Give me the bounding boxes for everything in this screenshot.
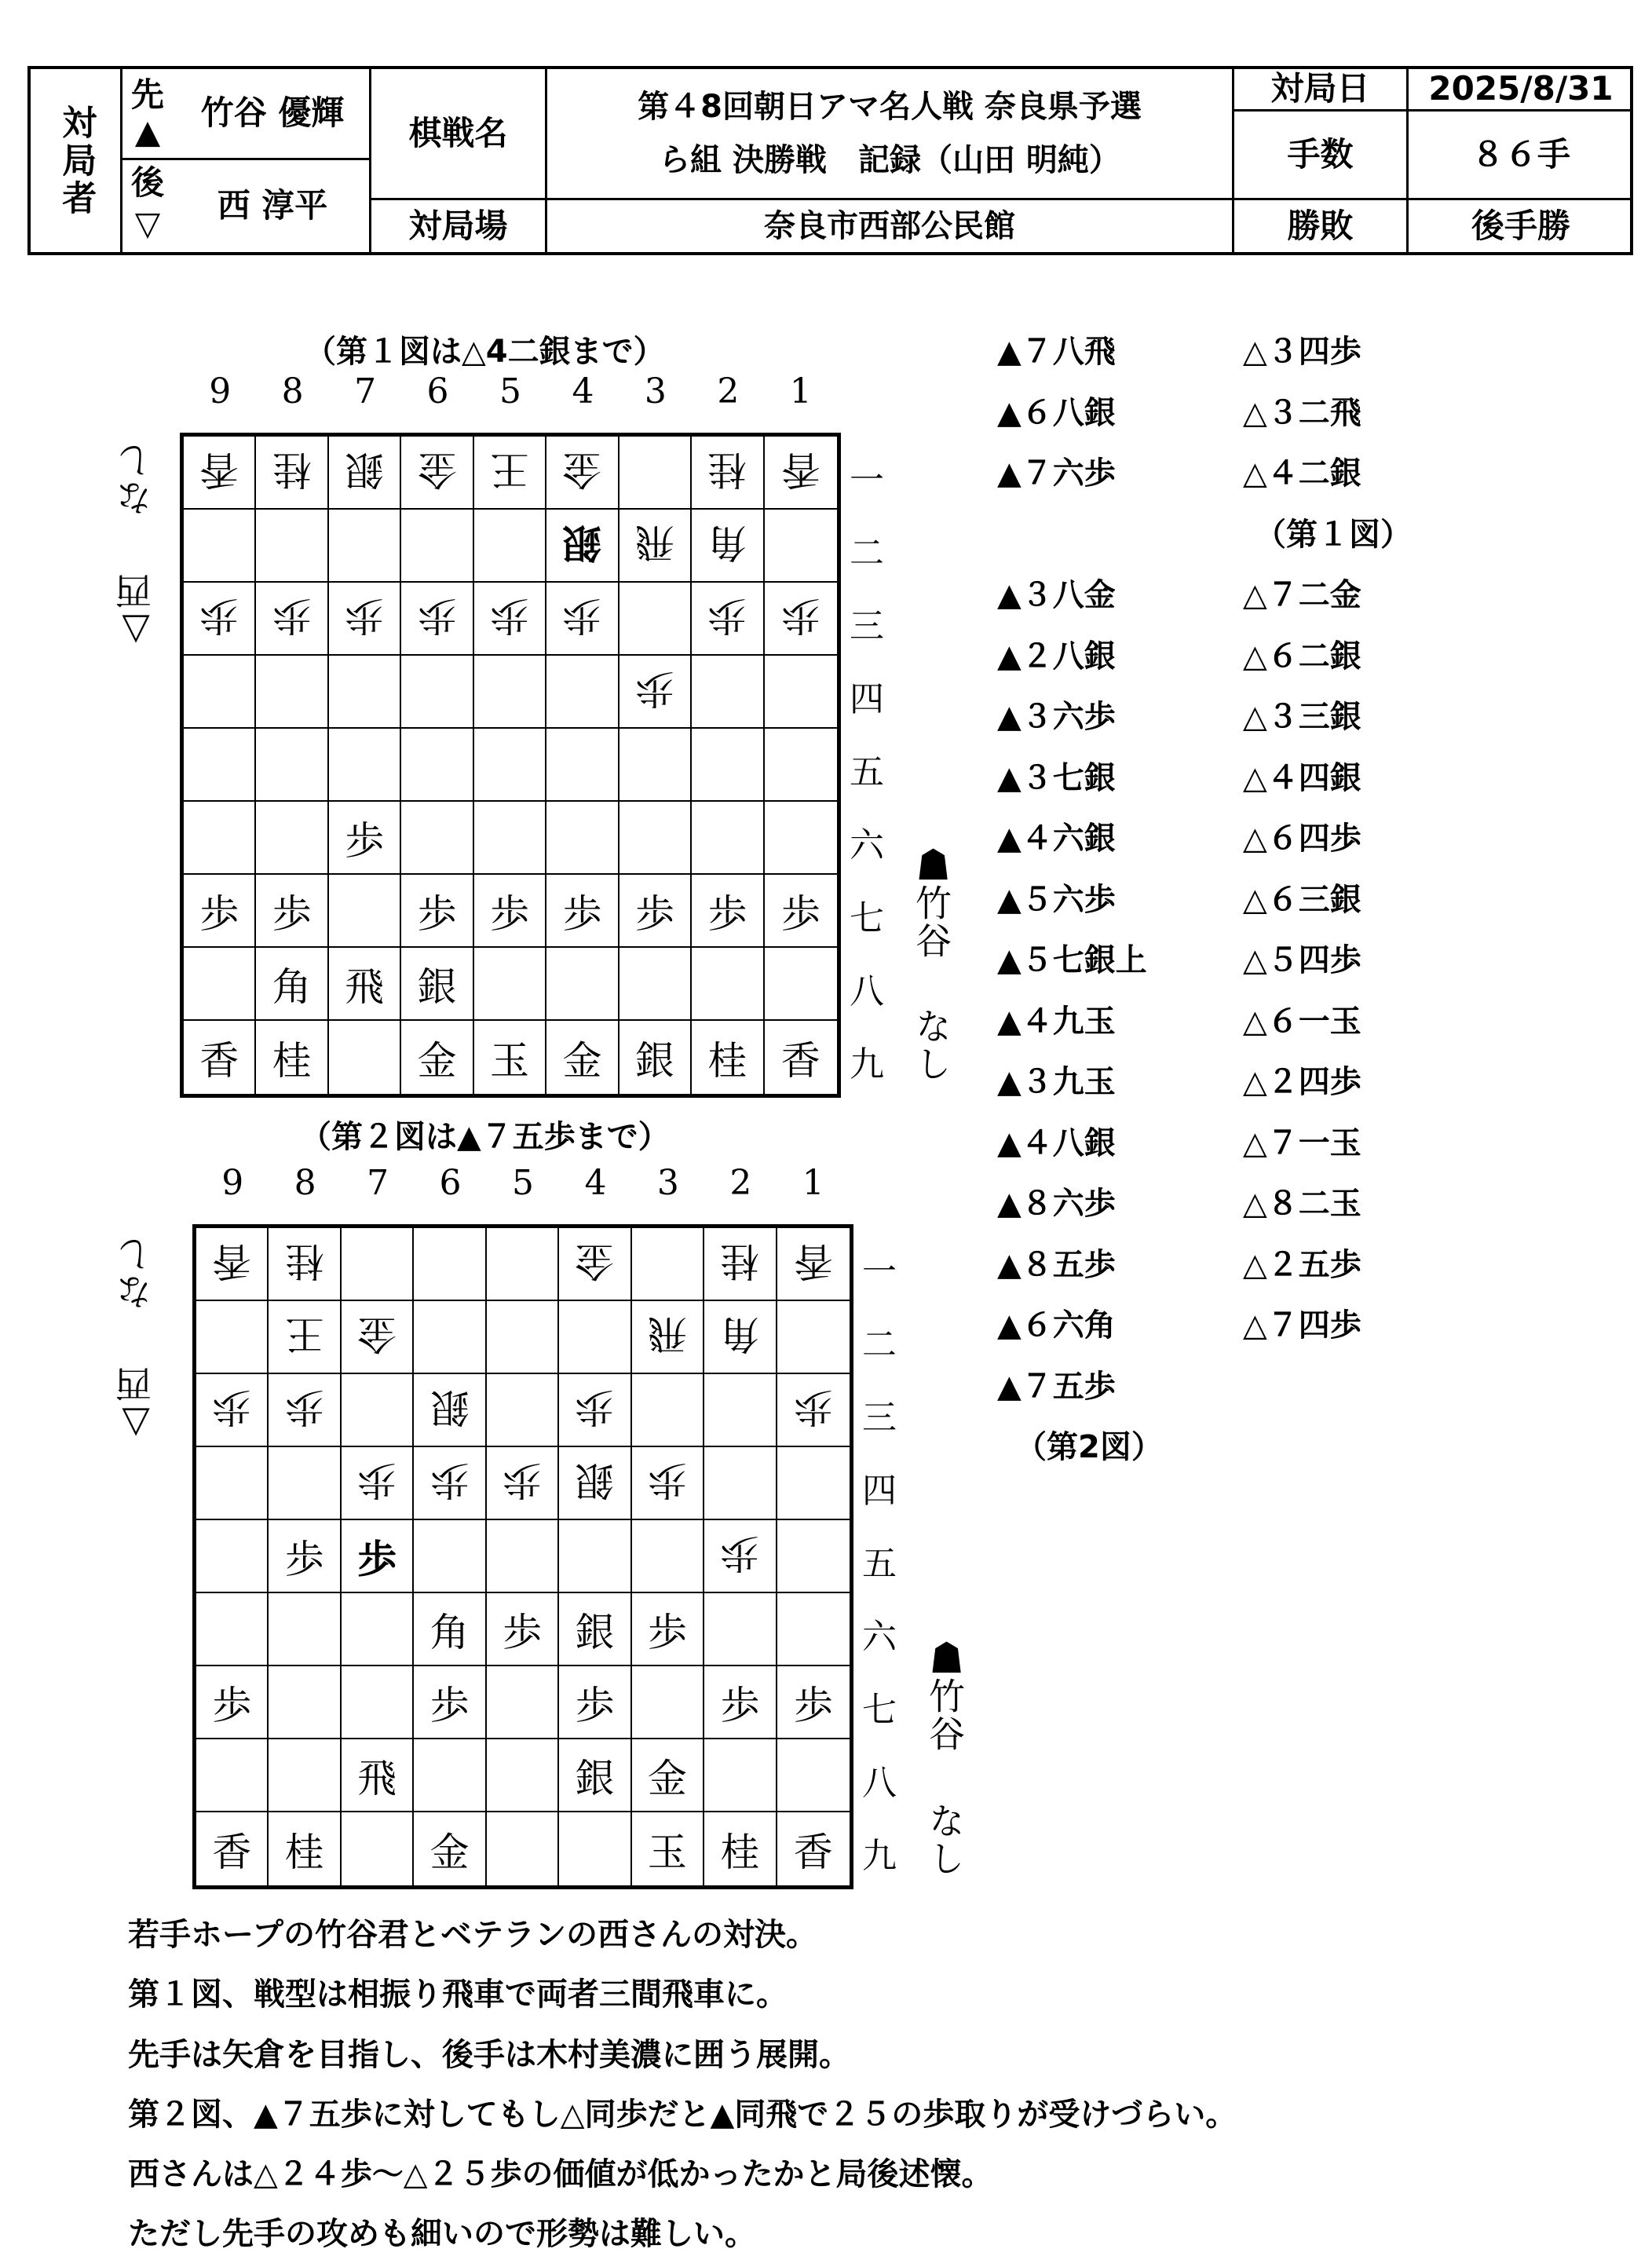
board-piece: 桂 (269, 1228, 341, 1301)
board-square (559, 1812, 631, 1885)
board-piece: 銀 (559, 1593, 631, 1666)
sente-move: ▲３六歩 (997, 699, 1116, 735)
board-piece: 歩 (474, 875, 546, 948)
column-label: 3 (644, 371, 667, 411)
column-label: 6 (426, 371, 449, 411)
gote-move: △２五歩 (1243, 1246, 1361, 1283)
board-piece: 銀 (329, 437, 401, 510)
board-piece: 歩 (329, 583, 401, 656)
board-piece: 金 (632, 1739, 704, 1812)
board-square (765, 656, 837, 729)
commentary-line: 若手ホープの竹谷君とベテランの西さんの対決。 (128, 1917, 817, 1953)
board-square (414, 1301, 486, 1374)
row-label: 一 (850, 459, 884, 500)
board-square (329, 729, 401, 802)
board-square (559, 1301, 631, 1374)
board-piece: 金 (546, 1021, 619, 1094)
date-label: 対局日 (1270, 69, 1370, 108)
board-piece: 桂 (704, 1228, 777, 1301)
gote-triangle: ▽ (134, 204, 161, 243)
event-name: 第４8回朝日アマ名人戦 奈良県予選 ら組 決勝戦 記録（山田 明純） (638, 89, 1142, 178)
board-piece: 歩 (184, 583, 256, 656)
board-square (777, 1593, 850, 1666)
board-piece: 桂 (269, 1812, 341, 1885)
board-square (196, 1301, 269, 1374)
gote-move: △５四歩 (1243, 942, 1361, 978)
board-square (765, 948, 837, 1021)
board-piece: 金 (342, 1301, 414, 1374)
sente-move: ▲４八銀 (997, 1124, 1116, 1161)
board-square (414, 1739, 486, 1812)
row-label: 二 (850, 532, 884, 573)
board-piece: 歩 (620, 875, 692, 948)
board-piece: 香 (765, 437, 837, 510)
board-square (777, 1520, 850, 1593)
column-label: 8 (294, 1163, 316, 1203)
board-piece: 金 (401, 1021, 473, 1094)
board-piece: 歩 (342, 1520, 414, 1593)
board-square (184, 729, 256, 802)
board-square (777, 1301, 850, 1374)
board-square (474, 729, 546, 802)
event-label: 棋戦名 (408, 113, 508, 152)
board-square (632, 1228, 704, 1301)
board-piece: 歩 (777, 1374, 850, 1447)
board-piece: 香 (780, 1037, 821, 1084)
board-square (401, 729, 473, 802)
gote-move: △７四歩 (1243, 1307, 1361, 1344)
board-piece: 飛 (342, 1739, 414, 1812)
column-label: 4 (584, 1163, 607, 1203)
board-piece: 香 (793, 1829, 833, 1875)
row-label: 四 (850, 678, 884, 719)
row-label: 九 (850, 1044, 884, 1084)
board-piece: 桂 (692, 437, 764, 510)
board-square (342, 1666, 414, 1739)
board-piece: 歩 (256, 875, 328, 948)
board-square (401, 510, 473, 583)
board-piece: 桂 (692, 1021, 764, 1094)
commentary-line: 第２図、▲７五歩に対してもし△同歩だと▲同飛で２５の歩取りが受けづらい。 (128, 2097, 1237, 2133)
board-square (620, 729, 692, 802)
board-piece: 金 (401, 437, 473, 510)
board-square (329, 656, 401, 729)
diagram2-caption: （第２図は▲７五歩まで） (300, 1119, 670, 1155)
gote-move: △２四歩 (1243, 1064, 1361, 1100)
board-square (704, 1374, 777, 1447)
sente-move: ▲７五歩 (997, 1368, 1116, 1405)
board-piece: 角 (414, 1593, 486, 1666)
board-square (196, 1593, 269, 1666)
board-square (620, 802, 692, 875)
column-label: 1 (802, 1163, 824, 1203)
board-piece: 歩 (487, 1593, 559, 1666)
board-square (487, 1228, 559, 1301)
board-square (329, 875, 401, 948)
row-label: 八 (850, 971, 884, 1011)
board-square (184, 802, 256, 875)
sente-move: ▲６八銀 (997, 394, 1116, 431)
row-label: 五 (850, 751, 884, 792)
board-piece: 角 (704, 1301, 777, 1374)
diagram-marker: （第１図） (1255, 516, 1412, 553)
board-square (765, 729, 837, 802)
board-piece: 歩 (704, 1666, 777, 1739)
board-piece: 銀 (546, 510, 619, 583)
board-square (765, 510, 837, 583)
board-square (692, 729, 764, 802)
board-piece: 歩 (487, 1447, 559, 1520)
row-label: 二 (862, 1324, 897, 1365)
board-square (474, 802, 546, 875)
sente-move: ▲６六角 (997, 1307, 1116, 1344)
board-square (620, 437, 692, 510)
board-square (546, 948, 619, 1021)
board-piece: 王 (474, 437, 546, 510)
row-label: 四 (862, 1470, 897, 1511)
board-square (184, 656, 256, 729)
board-piece: 飛 (620, 510, 692, 583)
board-piece: 銀 (559, 1447, 631, 1520)
board-square (184, 948, 256, 1021)
board-piece: 金 (546, 437, 619, 510)
column-label: 2 (729, 1163, 752, 1203)
board-piece: 歩 (559, 1666, 631, 1739)
diagram-marker: （第2図） (1015, 1429, 1163, 1465)
board-piece: 歩 (401, 875, 473, 948)
diagram1-sente-label: ☗竹谷 (910, 846, 952, 960)
board-square (256, 656, 328, 729)
board-square (546, 802, 619, 875)
board-piece: 歩 (546, 583, 619, 656)
board-square (704, 1593, 777, 1666)
board-piece: 銀 (620, 1021, 692, 1094)
board-piece: 歩 (765, 583, 837, 656)
board-square (474, 656, 546, 729)
board-square (487, 1374, 559, 1447)
sente-move: ▲５六歩 (997, 881, 1116, 918)
board-piece: 歩 (620, 656, 692, 729)
board-piece: 歩 (196, 1374, 269, 1447)
board-piece: 歩 (342, 1447, 414, 1520)
board-piece: 歩 (329, 802, 401, 875)
board-square (632, 1374, 704, 1447)
board-piece: 歩 (692, 583, 764, 656)
venue: 奈良市西部公民館 (764, 208, 1015, 244)
board-piece: 歩 (256, 583, 328, 656)
gote-move: △６三銀 (1243, 881, 1361, 918)
board-square (269, 1666, 341, 1739)
board-piece: 桂 (704, 1812, 777, 1885)
game-info-table (27, 66, 1633, 255)
board-square (620, 583, 692, 656)
gote-player-name: 西 淳平 (217, 186, 328, 225)
board-piece: 銀 (414, 1374, 486, 1447)
gote-mark: 後 (130, 163, 164, 203)
board-square (342, 1593, 414, 1666)
sente-player-name: 竹谷 優輝 (200, 93, 345, 133)
row-label: 六 (850, 825, 884, 865)
row-label: 一 (862, 1251, 897, 1292)
board-square (196, 1447, 269, 1520)
board-square (546, 729, 619, 802)
board-square (269, 1593, 341, 1666)
diagram2-gote-hand: なし (115, 1235, 157, 1311)
board-square (765, 802, 837, 875)
board-piece: 玉 (474, 1021, 546, 1094)
board-piece: 香 (777, 1228, 850, 1301)
board-piece: 歩 (704, 1520, 777, 1593)
board-piece: 王 (269, 1301, 341, 1374)
board-square (474, 510, 546, 583)
sente-triangle: ▲ (134, 112, 161, 151)
column-label: 1 (789, 371, 812, 411)
players-label: 対局者 (56, 104, 97, 218)
column-label: 8 (281, 371, 304, 411)
board-piece: 金 (559, 1228, 631, 1301)
board-piece: 銀 (559, 1739, 631, 1812)
row-label: 三 (862, 1397, 897, 1438)
board-square (269, 1447, 341, 1520)
board-piece: 飛 (329, 948, 401, 1021)
column-label: 2 (717, 371, 740, 411)
board-square (620, 948, 692, 1021)
board-square (692, 656, 764, 729)
board-square (256, 802, 328, 875)
board-piece: 香 (184, 437, 256, 510)
board-square (414, 1228, 486, 1301)
board-square (474, 948, 546, 1021)
column-label: 7 (367, 1163, 389, 1203)
column-label: 5 (499, 371, 521, 411)
column-label: 9 (209, 371, 232, 411)
board-piece: 歩 (777, 1666, 850, 1739)
row-label: 七 (850, 898, 884, 938)
sente-move: ▲３七銀 (997, 759, 1116, 796)
board-square (692, 802, 764, 875)
sente-move: ▲４六銀 (997, 821, 1116, 857)
board-square (704, 1739, 777, 1812)
board-piece: 桂 (256, 437, 328, 510)
gote-move: △３二飛 (1243, 394, 1361, 431)
board-square (256, 729, 328, 802)
board-square (414, 1520, 486, 1593)
sente-move: ▲７八飛 (997, 334, 1116, 370)
gote-move: △７二金 (1243, 577, 1361, 613)
row-label: 七 (862, 1689, 897, 1730)
sente-move: ▲８六歩 (997, 1186, 1116, 1222)
game-result: 後手勝 (1471, 206, 1570, 245)
board-piece: 歩 (632, 1447, 704, 1520)
board-piece: 歩 (269, 1520, 341, 1593)
board-square (632, 1666, 704, 1739)
board-piece: 角 (692, 510, 764, 583)
board-piece: 歩 (546, 875, 619, 948)
board-square (269, 1739, 341, 1812)
board-square (401, 656, 473, 729)
board-square (704, 1447, 777, 1520)
board-square (692, 948, 764, 1021)
board-piece: 歩 (414, 1447, 486, 1520)
gote-move: △３三銀 (1243, 699, 1361, 735)
row-label: 八 (862, 1762, 897, 1803)
gote-move: △８二玉 (1243, 1186, 1361, 1222)
game-date: 2025/8/31 (1428, 69, 1614, 108)
board-piece: 歩 (559, 1374, 631, 1447)
gote-move: △４二銀 (1243, 455, 1361, 492)
column-label: 9 (221, 1163, 244, 1203)
board-piece: 角 (256, 948, 328, 1021)
board-piece: 歩 (414, 1666, 486, 1739)
venue-label: 対局場 (408, 206, 508, 245)
gote-move: △６二銀 (1243, 638, 1361, 675)
diagram2-gote-label: △西 (115, 1365, 157, 1446)
board-piece: 香 (196, 1812, 269, 1885)
row-label: 三 (850, 605, 884, 646)
board-square (777, 1739, 850, 1812)
board-square (777, 1447, 850, 1520)
board-square (632, 1520, 704, 1593)
board-piece: 銀 (401, 948, 473, 1021)
gote-move: △７一玉 (1243, 1124, 1361, 1161)
board-square (487, 1739, 559, 1812)
column-label: 6 (439, 1163, 462, 1203)
board-piece: 歩 (632, 1593, 704, 1666)
diagram2-sente-label: ☗竹谷 (923, 1640, 966, 1753)
board-square (196, 1739, 269, 1812)
diagram2-board (192, 1224, 853, 1889)
row-label: 九 (862, 1835, 897, 1876)
gote-move: △６四歩 (1243, 821, 1361, 857)
move-count: ８６手 (1471, 134, 1570, 174)
sente-move: ▲４九玉 (997, 1003, 1116, 1040)
result-label: 勝敗 (1287, 206, 1354, 245)
board-square (342, 1812, 414, 1885)
diagram2-sente-hand: なし (923, 1802, 966, 1878)
board-piece: 桂 (256, 1021, 328, 1094)
moves-label: 手数 (1287, 134, 1354, 174)
commentary-line: 西さんは△２４歩～△２５歩の価値が低かったかと局後述懐。 (128, 2156, 993, 2192)
board-piece: 金 (414, 1812, 486, 1885)
board-square (196, 1520, 269, 1593)
board-piece: 香 (184, 1021, 256, 1094)
board-piece: 歩 (474, 583, 546, 656)
row-label: 六 (862, 1616, 897, 1657)
diagram1-gote-label: △西 (115, 572, 157, 653)
diagram1-gote-hand: なし (115, 441, 157, 517)
board-square (487, 1666, 559, 1739)
board-square (342, 1228, 414, 1301)
board-square (256, 510, 328, 583)
board-piece: 玉 (632, 1812, 704, 1885)
board-square (329, 510, 401, 583)
board-square (559, 1520, 631, 1593)
column-label: 4 (572, 371, 594, 411)
board-square (487, 1520, 559, 1593)
commentary-line: 第１図、戦型は相振り飛車で両者三間飛車に。 (128, 1976, 788, 2013)
board-piece: 歩 (269, 1374, 341, 1447)
gote-move: △６一玉 (1243, 1003, 1361, 1040)
board-piece: 歩 (401, 583, 473, 656)
board-square (546, 656, 619, 729)
column-label: 5 (512, 1163, 534, 1203)
row-label: 五 (862, 1543, 897, 1584)
board-piece: 歩 (184, 875, 256, 948)
sente-move: ▲３八金 (997, 577, 1116, 613)
board-piece: 香 (196, 1228, 269, 1301)
column-label: 7 (354, 371, 377, 411)
sente-move: ▲７六歩 (997, 455, 1116, 492)
commentary-line: ただし先手の攻めも細いので形勢は難しい。 (128, 2216, 756, 2252)
sente-move: ▲３九玉 (997, 1064, 1116, 1100)
board-square (342, 1374, 414, 1447)
sente-move: ▲８五歩 (997, 1246, 1116, 1283)
diagram1-board (180, 433, 841, 1098)
board-piece: 歩 (196, 1666, 269, 1739)
gote-move: △３四歩 (1243, 334, 1361, 370)
board-square (184, 510, 256, 583)
board-square (329, 1021, 401, 1094)
board-square (401, 802, 473, 875)
board-piece: 歩 (692, 875, 764, 948)
column-label: 3 (656, 1163, 679, 1203)
gote-move: △４四銀 (1243, 759, 1361, 796)
sente-move: ▲５七銀上 (997, 942, 1147, 978)
board-square (487, 1812, 559, 1885)
sente-mark: 先 (130, 75, 164, 114)
sente-move: ▲２八銀 (997, 638, 1116, 675)
board-piece: 歩 (765, 875, 837, 948)
diagram1-caption: （第１図は△4二銀まで） (305, 334, 665, 370)
commentary-line: 先手は矢倉を目指し、後手は木村美濃に囲う展開。 (128, 2037, 850, 2073)
board-square (487, 1301, 559, 1374)
diagram1-sente-hand: なし (910, 1007, 952, 1083)
board-piece: 飛 (632, 1301, 704, 1374)
